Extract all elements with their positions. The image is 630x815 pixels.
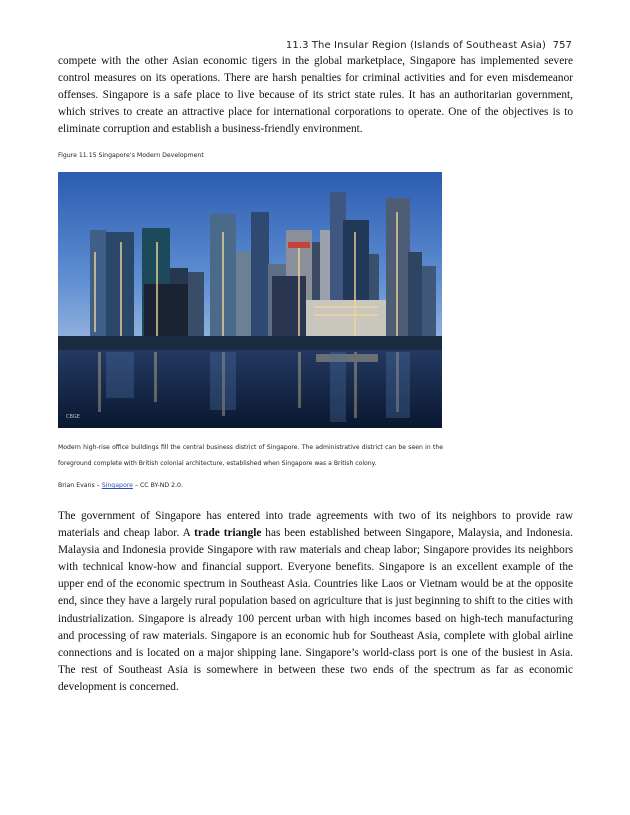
- paragraph-2-text-end: has been established between Singapore, Malaysia, and Indonesia. Malaysia and Indonesia provide Singapore with raw materials and cheap labor; Singapore provides its neighbors with technical know-how and financial support. Everyone benefits. Singapore is an excellent example of the upper end of the economic spectrum in Southeast Asia. Countries like Laos or Vietnam would be at the opposite end, since they have a largely rural population based on agriculture that is just beginning to shift to the cities with industrialization. Singapore is already 100 percent urban with high incomes based on high-tech manufacturing and processing of raw materials. Singapore is an economic hub for Southeast Asia, complete with global airline connections and is located on a major shipping lane. Singapore’s world-class port is one of the busiest in Asia. The rest of Southeast Asia is somewhere in between these two ends of the spectrum as far as economic development is concerned.: [58, 527, 573, 693]
- credit-source-link[interactable]: Singapore: [101, 482, 133, 489]
- photo-watermark: CBGE: [66, 414, 80, 420]
- figure-credit: [58, 482, 183, 489]
- figure-title: Figure 11.15 Singapore’s Modern Development: [58, 152, 204, 159]
- paragraph-2-text-start: The government of Singapore has entered into trade agreements with two of its neighbors to provide raw materials and cheap labor. A: [58, 510, 573, 540]
- key-term-trade-triangle: trade triangle: [194, 527, 262, 540]
- body-paragraph-2: [58, 508, 573, 696]
- figure-caption: Modern high-rise office buildings fill the central business district of Singapore. The administrative district can be seen in the foreground complete with British colonial architecture, established when Singapore was a British colony.: [58, 444, 443, 467]
- running-head-title: 11.3 The Insular Region (Islands of Southeast Asia): [285, 40, 547, 51]
- body-paragraph-1: compete with the other Asian economic tigers in the global marketplace, Singapore has implemented severe control measures on its operations. There are harsh penalties for criminal activities and for even misdemeanor offenses. Singapore is a safe place to live because of its strict state rules. It has an authoritarian government, which strives to create an attractive place for international corporations to operate. One of the objectives is to eliminate corruption and establish a business-friendly environment.: [58, 55, 573, 136]
- credit-license: – CC BY-ND 2.0.: [132, 482, 183, 489]
- skyline-photo: [58, 172, 442, 428]
- page-number: 757: [552, 40, 572, 51]
- running-head: [286, 40, 572, 51]
- credit-author: Brian Evans –: [58, 482, 102, 489]
